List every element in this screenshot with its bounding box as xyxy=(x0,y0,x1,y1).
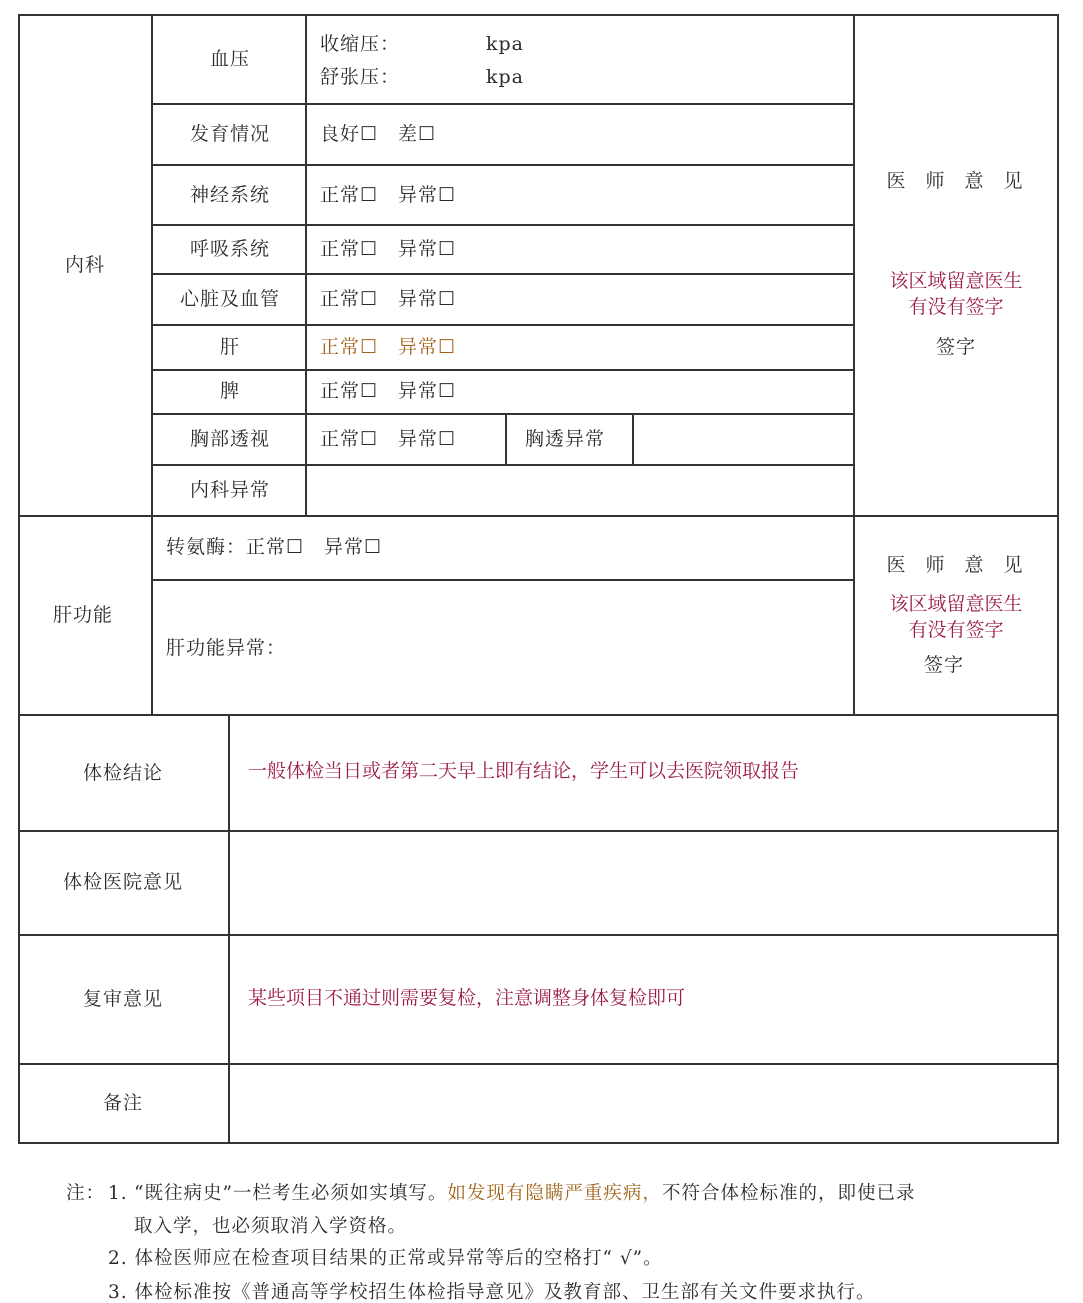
signature-note-line2: 有没有签字 xyxy=(908,296,1004,318)
liver-doctor-opinion-title: 医 师 意 见 xyxy=(886,554,1030,576)
heart-vessels-checkboxes[interactable]: 正常☐ 异常☐ xyxy=(320,288,457,310)
remarks-label: 备注 xyxy=(102,1092,144,1114)
liver-function-label: 肝功能 xyxy=(53,604,114,626)
respiratory-system-label: 呼吸系统 xyxy=(189,238,271,260)
review-opinion-value[interactable]: 某些项目不通过则需要复检，注意调整身体复检即可 xyxy=(248,987,686,1009)
chest-xray-checkboxes[interactable]: 正常☐ 异常☐ xyxy=(320,428,457,450)
doctor-opinion-title: 医 师 意 见 xyxy=(886,170,1030,192)
note-1-line1: “既往病史”一栏考生必须如实填写。如发现有隐瞒严重疾病，不符合体检标准的，即使已录 xyxy=(134,1183,916,1204)
liver-row-label: 肝 xyxy=(219,336,241,358)
spleen-label: 脾 xyxy=(219,380,241,402)
note-2: 2. 体检医师应在检查项目结果的正常或异常等后的空格打“ √”。 xyxy=(108,1248,663,1269)
chest-xray-abnormal-label: 胸透异常 xyxy=(525,428,606,450)
nervous-system-label: 神经系统 xyxy=(189,184,271,206)
liver-signature-label: 签字 xyxy=(923,654,965,676)
note-3: 3. 体检标准按《普通高等学校招生体检指导意见》及教育部、卫生部有关文件要求执行。 xyxy=(108,1282,876,1303)
exam-conclusion-label: 体检结论 xyxy=(82,762,164,784)
signature-label: 签字 xyxy=(935,336,977,358)
diastolic-label: 舒张压： xyxy=(320,66,401,88)
diastolic-unit: kpa xyxy=(486,66,525,88)
respiratory-system-checkboxes[interactable]: 正常☐ 异常☐ xyxy=(320,238,457,260)
hospital-opinion-label: 体检医院意见 xyxy=(62,871,184,893)
exam-conclusion-value[interactable]: 一般体检当日或者第二天早上即有结论，学生可以去医院领取报告 xyxy=(248,760,800,782)
blood-pressure-label: 血压 xyxy=(209,48,251,70)
enzyme-checkboxes[interactable]: 转氨酶：正常☐ 异常☐ xyxy=(166,536,383,558)
systolic-label: 收缩压： xyxy=(320,33,401,55)
chest-xray-label: 胸部透视 xyxy=(189,428,271,450)
liver-signature-note-line1: 该区域留意医生 xyxy=(889,593,1023,615)
signature-note-line1: 该区域留意医生 xyxy=(889,270,1023,292)
systolic-unit: kpa xyxy=(486,33,525,55)
liver-row-checkboxes[interactable]: 正常☐ 异常☐ xyxy=(320,336,457,358)
notes-prefix: 注： xyxy=(66,1183,106,1204)
note-1-line2: 取入学，也必须取消入学资格。 xyxy=(134,1216,408,1237)
development-label: 发育情况 xyxy=(189,123,271,145)
nervous-system-checkboxes[interactable]: 正常☐ 异常☐ xyxy=(320,184,457,206)
heart-vessels-label: 心脏及血管 xyxy=(179,288,281,310)
liver-abnormal-label: 肝功能异常： xyxy=(166,637,287,659)
development-checkboxes[interactable]: 良好☐ 差☐ xyxy=(320,123,437,145)
spleen-checkboxes[interactable]: 正常☐ 异常☐ xyxy=(320,380,457,402)
internal-abnormal-label: 内科异常 xyxy=(189,479,271,501)
review-opinion-label: 复审意见 xyxy=(82,988,164,1010)
liver-signature-note-line2: 有没有签字 xyxy=(908,619,1004,641)
internal-medicine-label: 内科 xyxy=(65,254,106,276)
note-1-number: 1. xyxy=(108,1183,128,1204)
